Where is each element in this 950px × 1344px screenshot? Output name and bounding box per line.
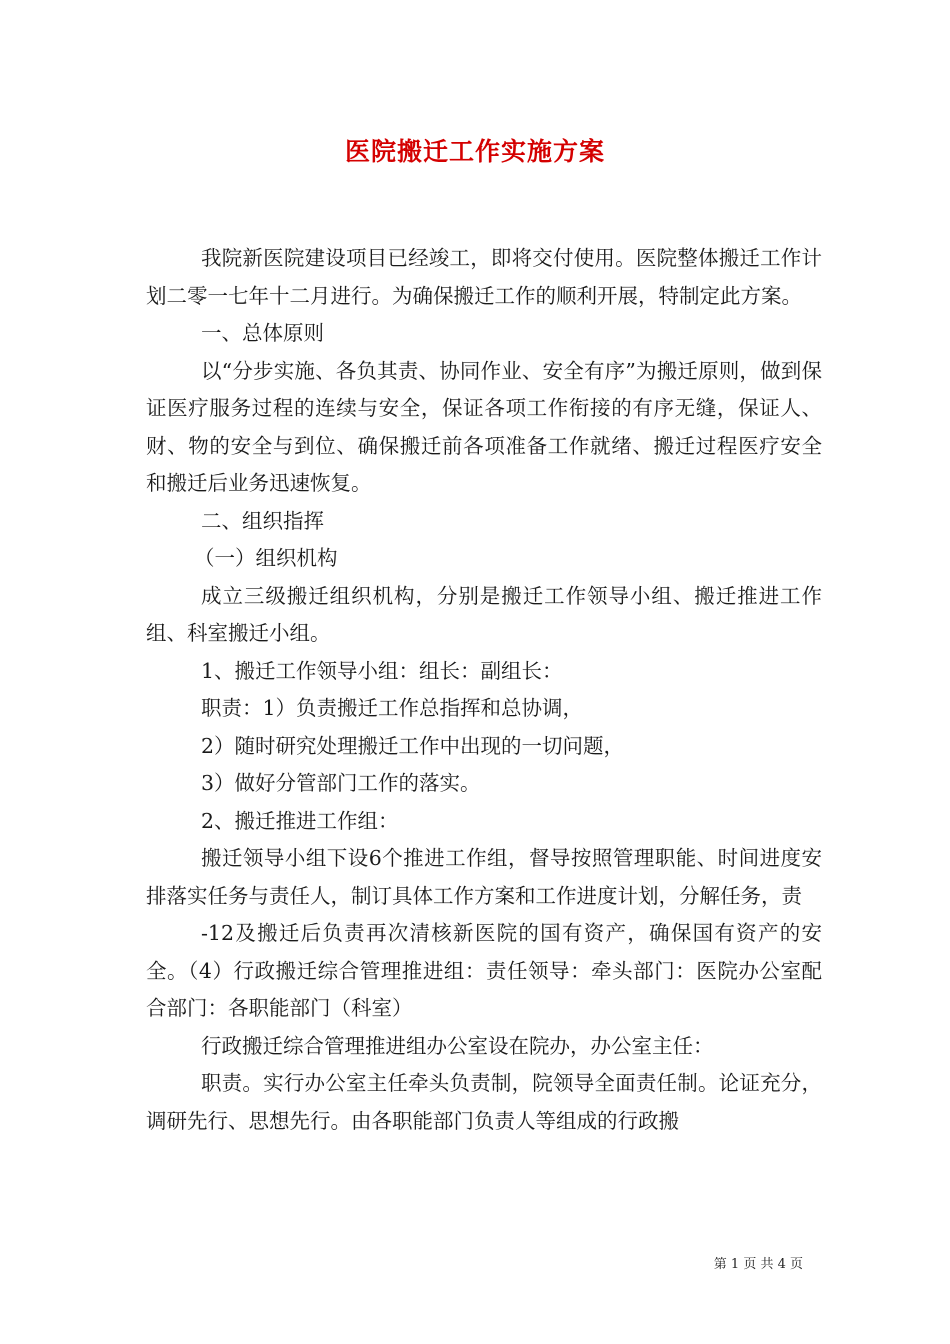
item-duty-2: 2）随时研究处理搬迁工作中出现的一切问题， [201,733,625,758]
paragraph-admin-duties: 职责。实行办公室主任牵头负责制，院领导全面责任制。论证充分，调研先行、思想先行。由各职能部门负责人等组成的行政搬 [146,1071,822,1133]
document-title: 医院搬迁工作实施方案 [344,137,605,166]
heading-organization-command: 二、组织指挥 [201,508,324,533]
heading-organization-structure: （一）组织机构 [194,546,338,570]
heading-general-principles: 一、总体原则 [201,321,324,345]
paragraph-admin-office: 行政搬迁综合管理推进组办公室设在院办，办公室主任： [201,1033,714,1058]
document-body [146,240,822,1140]
item-promotion-group: 2、搬迁推进工作组： [201,808,399,833]
paragraph-principles: 以“分步实施、各负其责、协同作业、安全有序”为搬迁原则，做到保证医疗服务过程的连续与安全，保证各项工作衔接的有序无缝，保证人、财、物的安全与到位、确保搬迁前各项准备工作就绪、搬迁过程医疗安全和搬迁后业务迅速恢复。 [146,358,822,495]
paragraph-assets-admin: -12及搬迁后负责再次清核新医院的国有资产，确保国有资产的安全。（4）行政搬迁综合管理推进组：责任领导：牵头部门：医院办公室配合部门：各职能部门（科室） [146,921,822,1020]
paragraph-three-level-structure: 成立三级搬迁组织机构，分别是搬迁工作领导小组、搬迁推进工作组、科室搬迁小组。 [146,583,822,645]
item-duty-1: 职责：1）负责搬迁工作总指挥和总协调， [201,696,584,720]
item-leadership-group: 1、搬迁工作领导小组：组长：副组长： [201,658,563,683]
page-number: 第 1 页 共 4 页 [713,1257,803,1272]
paragraph-six-groups: 搬迁领导小组下设6个推进工作组，督导按照管理职能、时间进度安排落实任务与责任人，制订具体工作方案和工作进度计划，分解任务，责 [146,846,822,908]
paragraph-intro: 我院新医院建设项目已经竣工，即将交付使用。医院整体搬迁工作计划二零一七年十二月进行。为确保搬迁工作的顺利开展，特制定此方案。 [146,246,822,308]
item-duty-3: 3）做好分管部门工作的落实。 [201,771,481,795]
